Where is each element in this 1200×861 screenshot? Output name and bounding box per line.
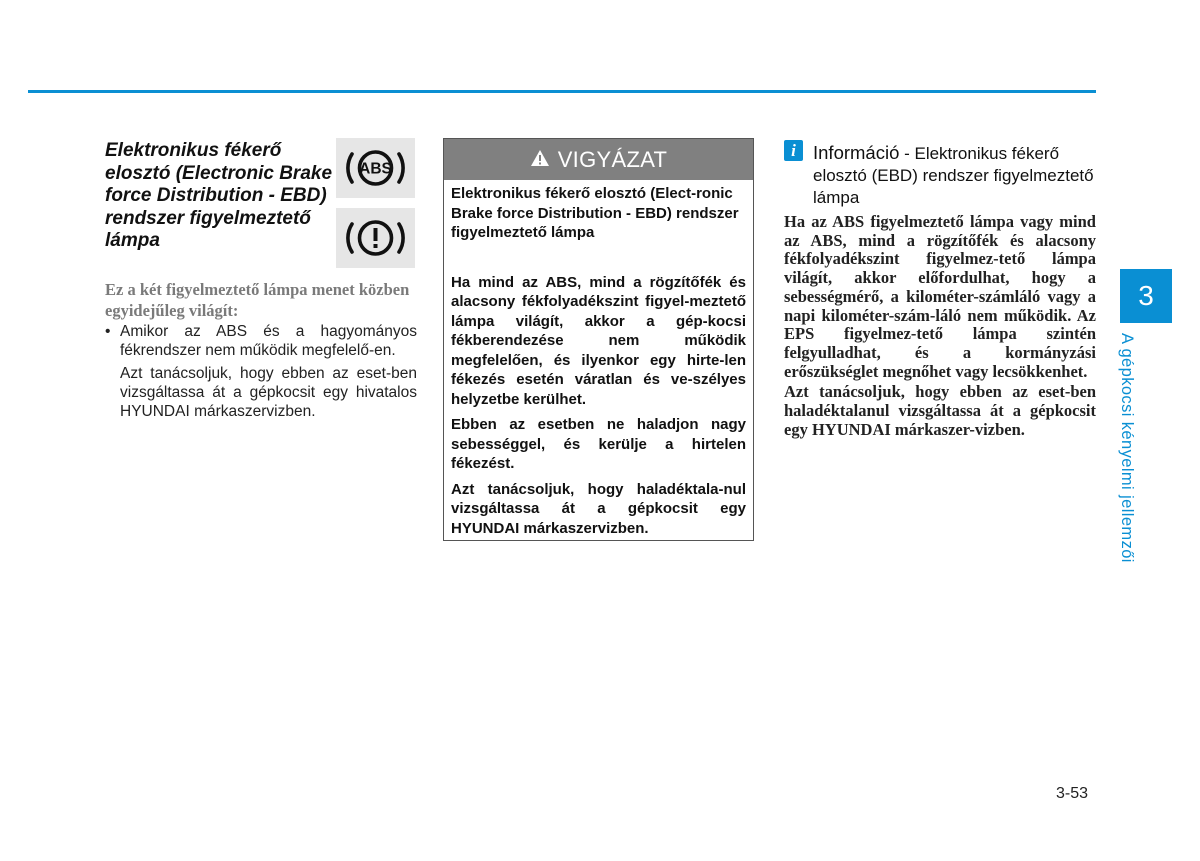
caution-subtitle: Elektronikus fékerő elosztó (Elect-ronic Brake force Distribution - EBD) rendszer figyelmeztető lámpa — [451, 185, 739, 241]
caution-paragraph: Ebben az esetben ne haladjon nagy sebességgel, és kerülje a hirtelen fékezést. — [451, 416, 746, 472]
info-title: Információ — [813, 142, 900, 163]
caution-body — [444, 180, 753, 538]
bullet-dot: • — [105, 323, 111, 340]
caution-box — [443, 138, 754, 541]
bullet-note: Azt tanácsoljuk, hogy ebben az eset-ben vizsgáltassa át a gépkocsit egy hivatalos HYUNDAI márkaszervizben. — [120, 365, 417, 420]
info-paragraph: Ha az ABS figyelmeztető lámpa vagy mind az ABS, mind a rögzítőfék és alacsony fékfolyadékszint figyelmez-tető lámpa világít, akkor előfordulhat, hogy a sebességmérő, a kilométer-számláló vagy a napi kilométer-szám-láló nem működik. Az EPS figyelmez-tető lámpa szintén felgyulladhat, és a kormányzási erőszükséglet megnőhet vagy lecsökkenhet. — [784, 212, 1096, 381]
caution-paragraph: Azt tanácsoljuk, hogy haladéktala-nul vizsgáltassa át a gépkocsit egy HYUNDAI márkaszervizben. — [451, 480, 746, 537]
abs-warning-lamp-icon — [336, 138, 415, 198]
chapter-title-text: A gépkocsi kényelmi jellemzői — [1118, 333, 1136, 563]
section-heading: Elektronikus fékerő elosztó (Electronic Brake force Distribution - EBD) rendszer figyelmeztető lámpa — [105, 140, 333, 251]
warning-triangle-icon — [530, 147, 550, 173]
caution-title: VIGYÁZAT — [557, 146, 668, 172]
caution-header — [444, 139, 753, 180]
brake-warning-lamp-icon — [336, 208, 415, 268]
header-rule — [28, 90, 1096, 93]
bullet-list — [105, 322, 417, 421]
page-number: 3-53 — [1056, 785, 1089, 802]
chapter-title — [1118, 333, 1166, 573]
list-item — [105, 322, 417, 360]
info-paragraph: Azt tanácsoljuk, hogy ebben az eset-ben haladéktalanul vizsgáltassa át a gépkocsit egy HYUNDAI márkaszer-vizben. — [784, 382, 1096, 439]
chapter-tab: 3 — [1120, 269, 1172, 323]
info-subtitle: - Elektronikus fékerő elosztó (EBD) rendszer figyelmeztető lámpa — [813, 144, 1094, 207]
bullet-text: Amikor az ABS és a hagyományos fékrendszer nem működik megfelelő-en. — [120, 323, 417, 359]
abs-lamp-label: ABS — [359, 160, 392, 178]
caution-paragraph: Ha mind az ABS, mind a rögzítőfék és alacsony fékfolyadékszint figyel-meztető lámpa világít, akkor a gép-kocsi fékberendezése nem működik megfelelően, és ilyenkor egy hirte-len fékezés esetén váratlan és ve-szélyes helyzetbe kerülhet. — [451, 273, 746, 408]
section-subheading: Ez a két figyelmeztető lámpa menet közben egyidejűleg világít: — [105, 280, 410, 320]
info-text — [784, 213, 1096, 439]
info-heading — [813, 142, 1098, 209]
info-icon: i — [784, 140, 803, 161]
